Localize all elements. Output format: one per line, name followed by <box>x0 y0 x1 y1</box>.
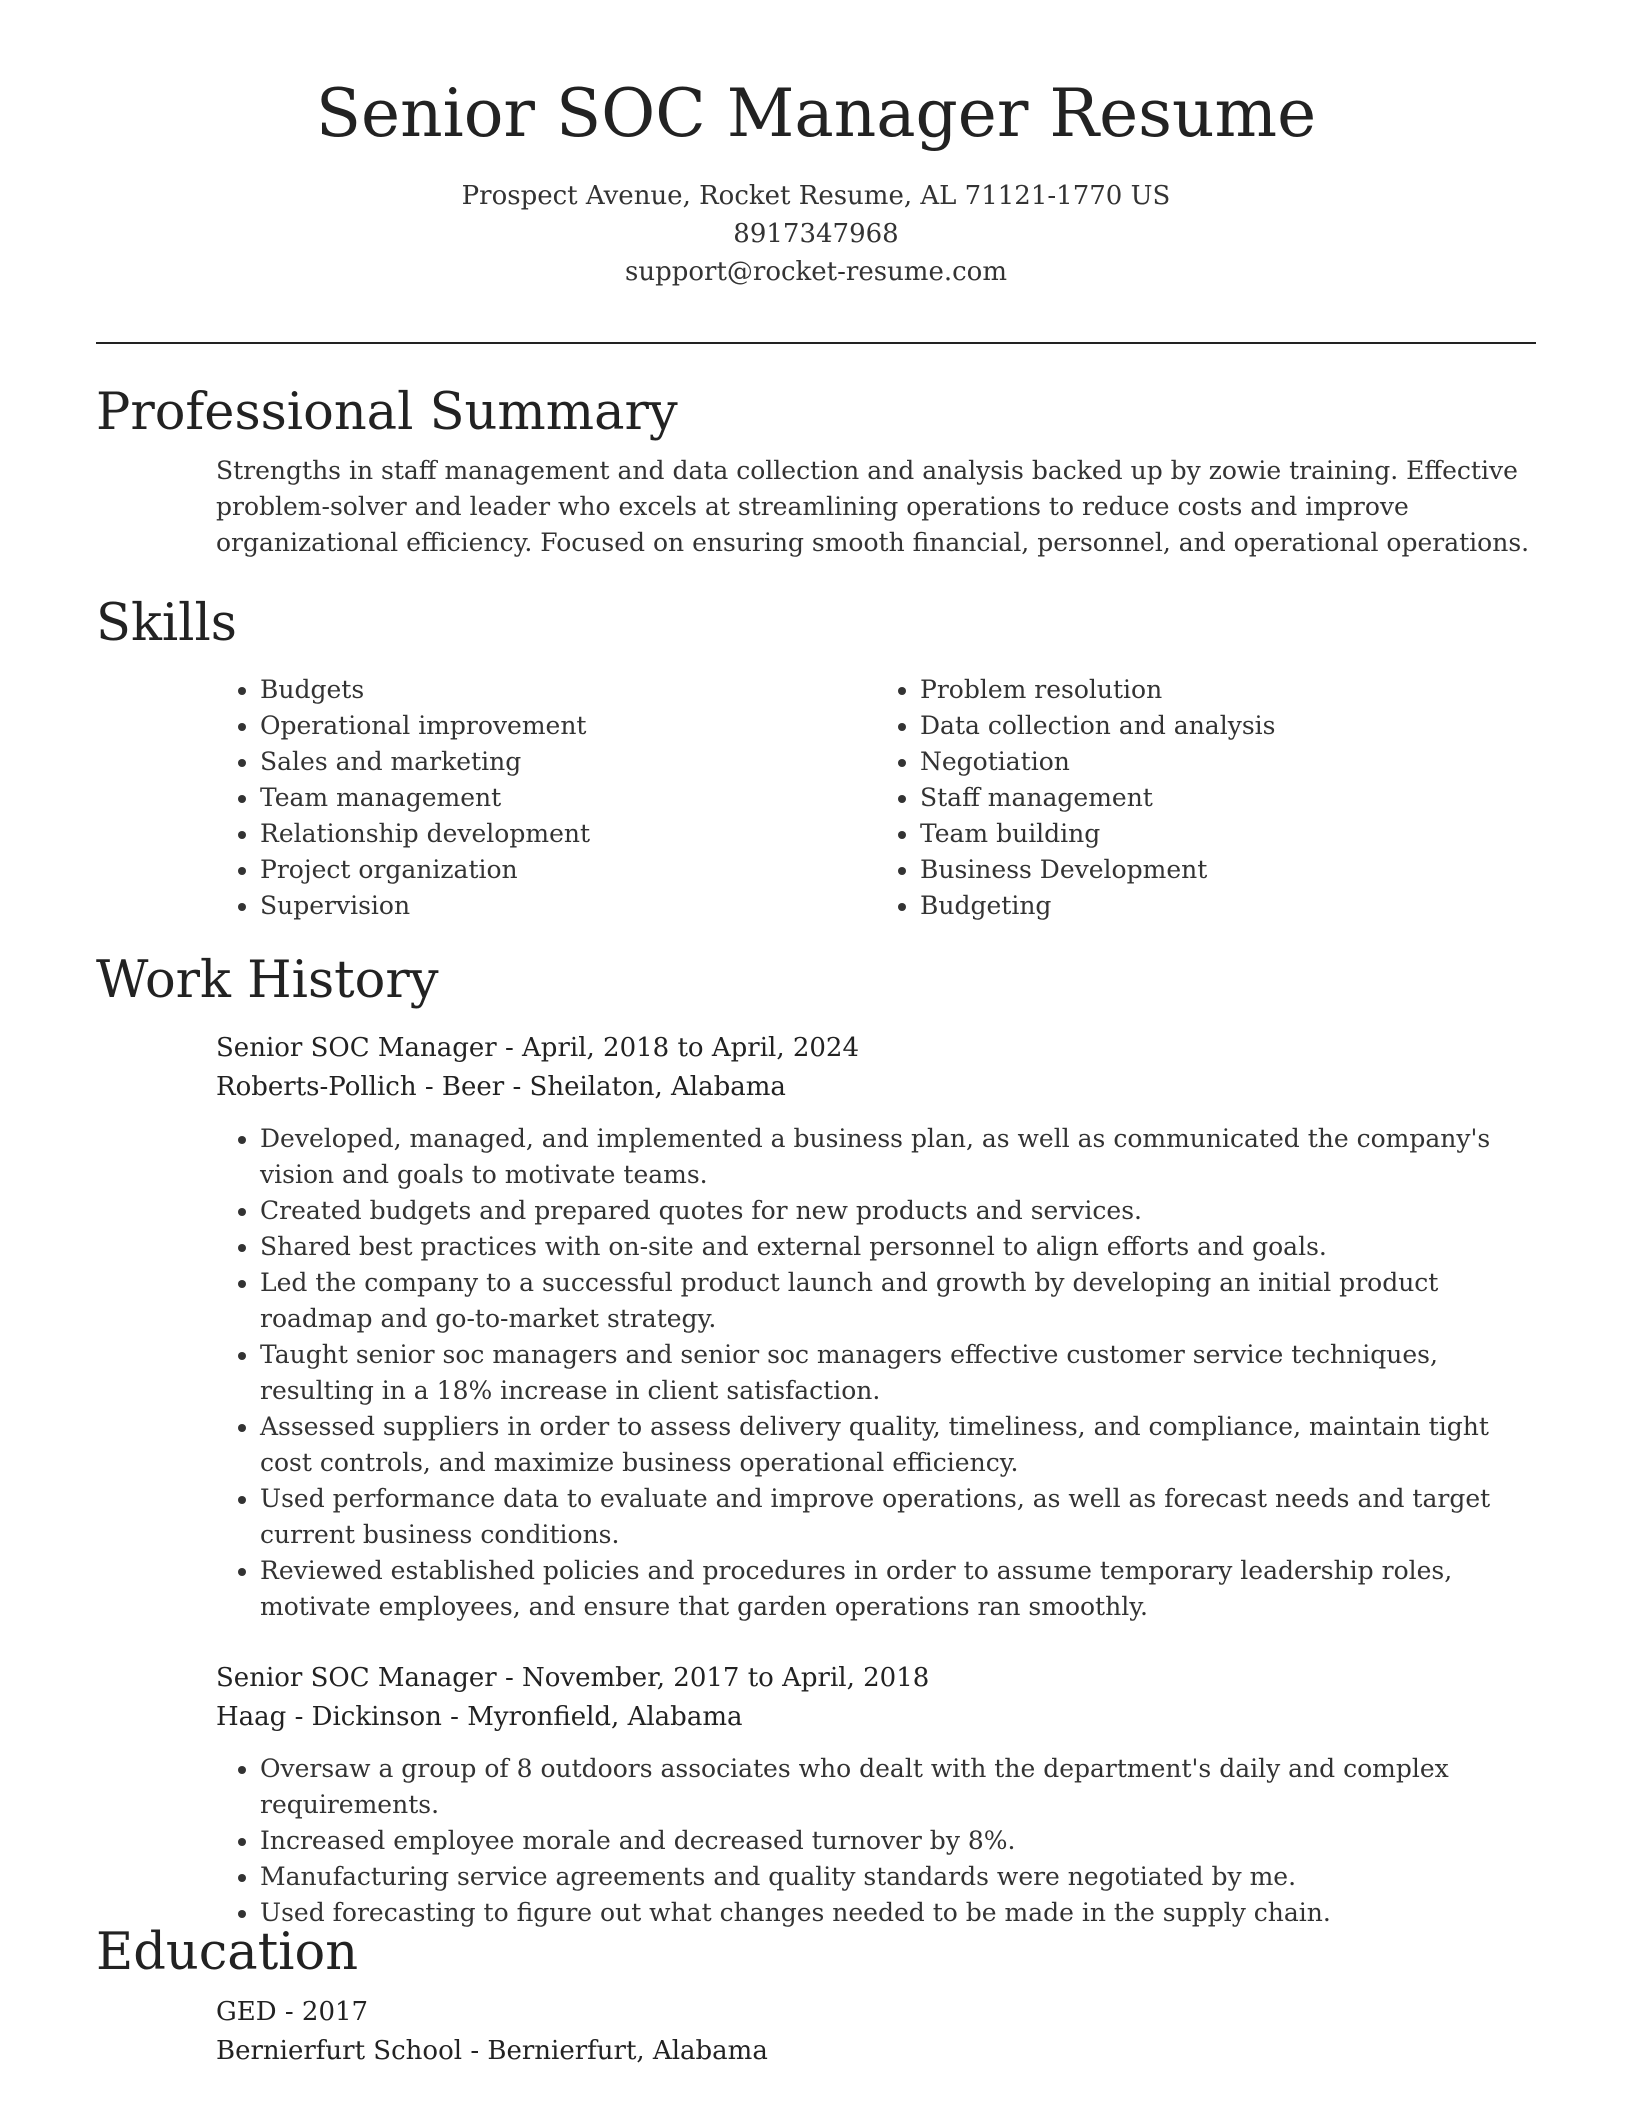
phone-line: 8917347968 <box>733 218 899 249</box>
skill-item: • Budgeting <box>920 888 1536 924</box>
job-company: Roberts-Pollich - Beer - Sheilaton, Alabama <box>216 1072 786 1103</box>
skills-list-left <box>216 672 876 924</box>
skill-item: • Relationship development <box>260 816 876 852</box>
skills-lists <box>216 672 1536 924</box>
skill-item: • Sales and marketing <box>260 744 876 780</box>
job-company: Haag - Dickinson - Myronfield, Alabama <box>216 1702 743 1733</box>
job-bullet: • Increased employee morale and decreased turnover by 8%. <box>260 1823 1536 1859</box>
job-bullet: • Oversaw a group of 8 outdoors associates who dealt with the department's daily and complex requirements. <box>260 1751 1536 1823</box>
job-bullet: • Used forecasting to figure out what changes needed to be made in the supply chain. <box>260 1895 1536 1931</box>
skill-item: • Operational improvement <box>260 708 876 744</box>
skill-item: • Staff management <box>920 780 1536 816</box>
work-history-content <box>216 1029 1536 1931</box>
job-bullet: • Assessed suppliers in order to assess delivery quality, timeliness, and compliance, maintain tight cost controls, and maximize business operational efficiency. <box>260 1409 1536 1481</box>
summary-heading: Professional Summary <box>96 383 678 442</box>
job-bullet: • Used performance data to evaluate and improve operations, as well as forecast needs and target current business conditions. <box>260 1481 1536 1553</box>
education-heading: Education <box>96 1923 359 1982</box>
education-section <box>96 1922 1536 2071</box>
skill-item: • Data collection and analysis <box>920 708 1536 744</box>
job-bullet: • Developed, managed, and implemented a business plan, as well as communicated the company's vision and goals to motivate teams. <box>260 1121 1536 1193</box>
skill-item: • Team management <box>260 780 876 816</box>
job-bullet: • Manufacturing service agreements and quality standards were negotiated by me. <box>260 1859 1536 1895</box>
summary-section <box>96 382 1536 561</box>
education-content <box>216 1993 1536 2071</box>
page-title: Senior SOC Manager Resume <box>315 75 1317 152</box>
summary-content <box>216 453 1536 561</box>
job-entry <box>216 1659 1536 1931</box>
work-history-section <box>96 950 1536 1931</box>
address-line: Prospect Avenue, Rocket Resume, AL 71121-1770 US <box>461 180 1171 211</box>
email-line: support@rocket-resume.com <box>624 256 1007 287</box>
skill-item: • Project organization <box>260 852 876 888</box>
header-divider <box>96 342 1536 344</box>
job-bullets <box>216 1751 1536 1931</box>
school-line: Bernierfurt School - Bernierfurt, Alabama <box>216 2036 768 2067</box>
skill-item: • Problem resolution <box>920 672 1536 708</box>
job-bullet: • Taught senior soc managers and senior soc managers effective customer service techniques, resulting in a 18% increase in client satisfaction. <box>260 1337 1536 1409</box>
skills-heading: Skills <box>96 594 237 653</box>
skill-item: • Team building <box>920 816 1536 852</box>
contact-info <box>0 177 1632 291</box>
job-bullet: • Led the company to a successful product launch and growth by developing an initial product roadmap and go-to-market strategy. <box>260 1265 1536 1337</box>
resume-header <box>0 0 1632 291</box>
skill-item: • Supervision <box>260 888 876 924</box>
skill-item: • Business Development <box>920 852 1536 888</box>
skills-section <box>96 593 1536 924</box>
summary-text: Strengths in staff management and data collection and analysis backed up by zowie training. Effective problem-solver and leader who excels at streamlining operations to reduce costs and improve organizational efficiency. Focused on ensuring smooth financial, personnel, and operational operations. <box>216 456 1530 558</box>
skill-item: • Budgets <box>260 672 876 708</box>
job-bullet: • Created budgets and prepared quotes for new products and services. <box>260 1193 1536 1229</box>
skills-list-right <box>876 672 1536 924</box>
job-title: Senior SOC Manager - April, 2018 to April, 2024 <box>216 1033 860 1064</box>
job-bullet: • Reviewed established policies and procedures in order to assume temporary leadership roles, motivate employees, and ensure that garden operations ran smoothly. <box>260 1553 1536 1625</box>
job-bullet: • Shared best practices with on-site and external personnel to align efforts and goals. <box>260 1229 1536 1265</box>
degree-line: GED - 2017 <box>216 1997 369 2028</box>
skill-item: • Negotiation <box>920 744 1536 780</box>
job-title: Senior SOC Manager - November, 2017 to April, 2018 <box>216 1663 930 1694</box>
job-entry <box>216 1029 1536 1625</box>
job-bullets <box>216 1121 1536 1625</box>
work-history-heading: Work History <box>96 951 439 1010</box>
